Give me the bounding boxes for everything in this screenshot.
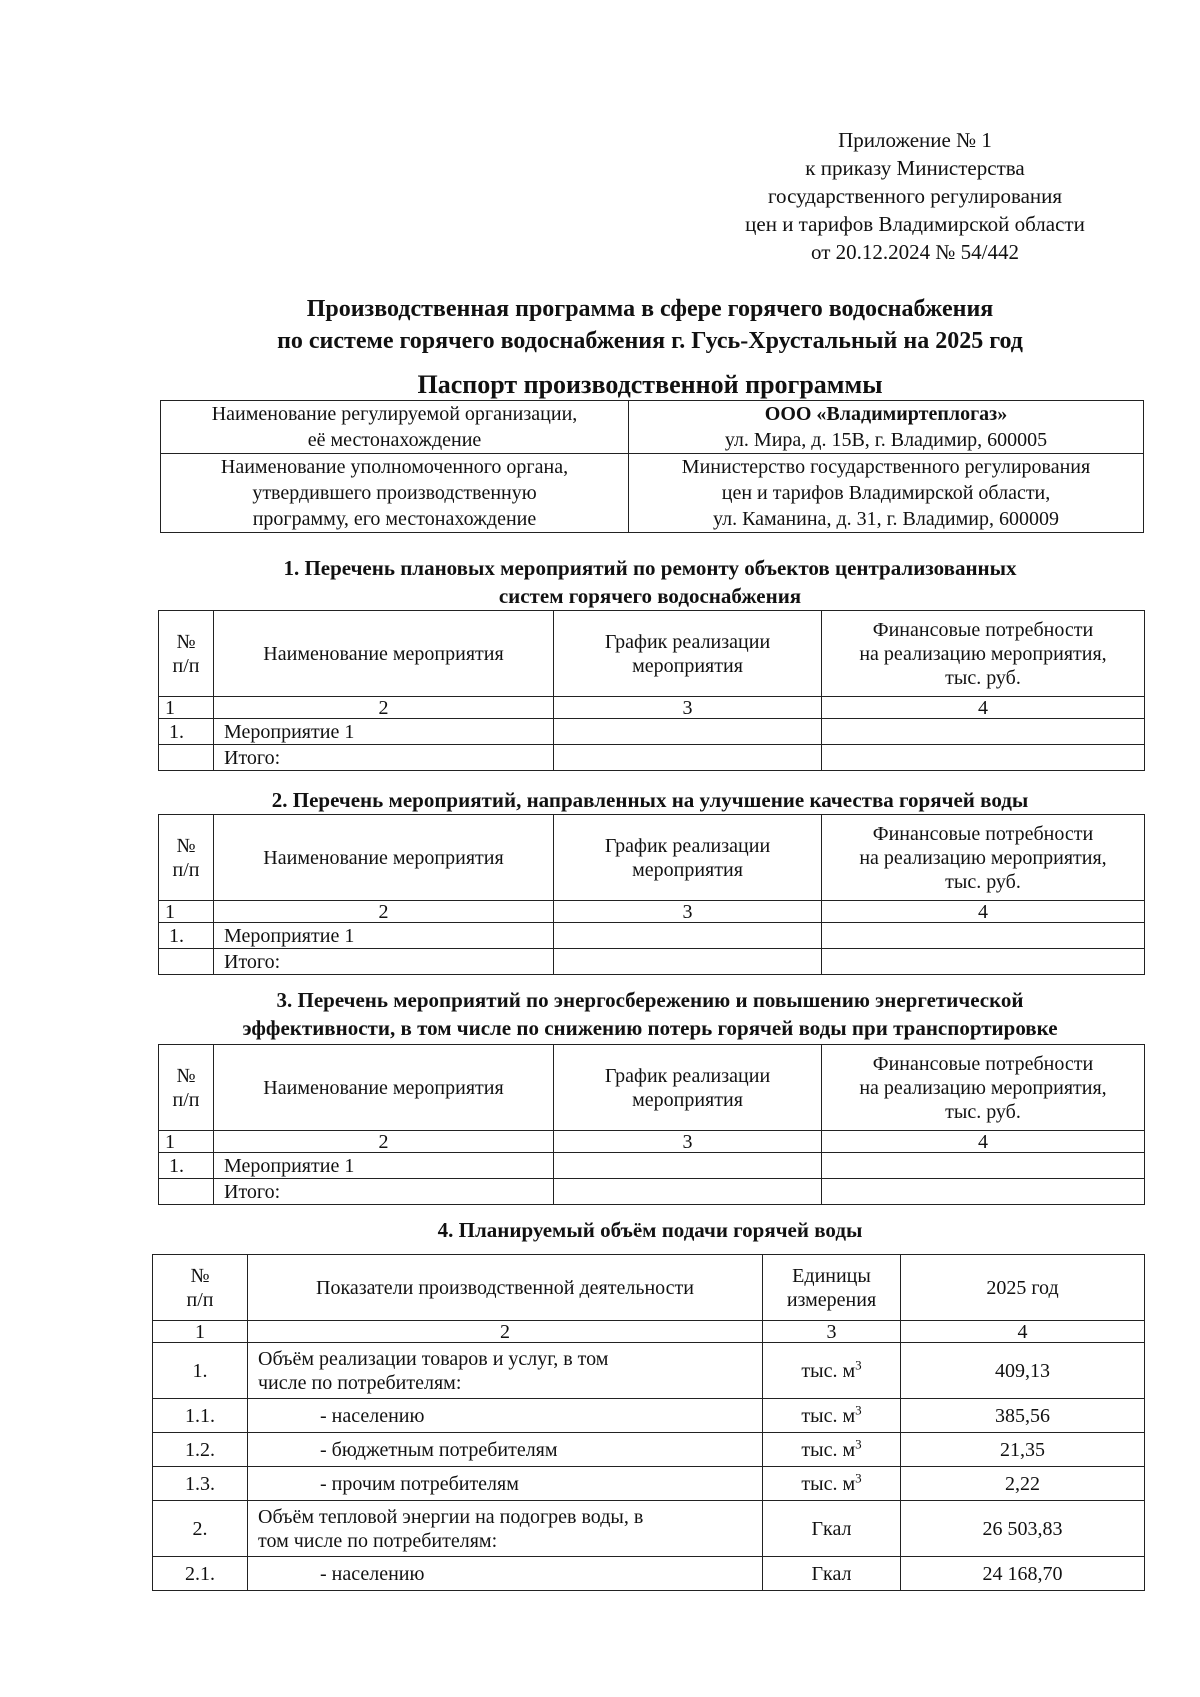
table-cell: [554, 1179, 822, 1205]
header-cell: [763, 1255, 901, 1321]
value-cell: 21,35: [901, 1433, 1145, 1467]
header-cell: [159, 815, 214, 901]
total-label: Итого:: [214, 1179, 554, 1205]
column-number-row: [159, 1131, 1145, 1153]
cell-text: Наименование регулируемой организации,: [211, 403, 578, 425]
cell-text: п/п: [186, 1288, 214, 1311]
section-3-title: [150, 986, 1150, 1042]
cell-text: на реализацию мероприятия,: [859, 1076, 1107, 1099]
header-cell: Наименование мероприятия: [214, 611, 554, 697]
column-number: 2: [248, 1321, 763, 1343]
unit-text: тыс. м: [801, 1404, 856, 1427]
table-cell: [554, 745, 822, 771]
cell-text: п/п: [172, 654, 200, 677]
table-cell: [159, 949, 214, 975]
cell-text: Финансовые потребности: [872, 618, 1094, 641]
appendix-line: от 20.12.2024 № 54/442: [810, 240, 1020, 264]
column-number: 1: [159, 697, 214, 719]
cell-text: тыс. руб.: [945, 870, 1021, 893]
section-title-line: 2. Перечень мероприятий, направленных на улучшение качества горячей воды: [271, 788, 1029, 812]
column-number: 4: [822, 1131, 1145, 1153]
indicator-name: - населению: [248, 1399, 763, 1433]
appendix-header: [680, 126, 1150, 266]
appendix-line: Приложение № 1: [838, 128, 992, 152]
header-cell: Показатели производственной деятельности: [248, 1255, 763, 1321]
unit-cell: [763, 1433, 901, 1467]
indicator-name: [248, 1501, 763, 1557]
table-cell: [822, 719, 1145, 745]
header-cell: [554, 815, 822, 901]
section-3-table: [158, 1044, 1145, 1205]
table-row: [153, 1557, 1145, 1591]
row-number: 2.1.: [153, 1557, 248, 1591]
cell-text: Объём тепловой энергии на подогрев воды, в: [258, 1505, 644, 1528]
table-cell: [822, 923, 1145, 949]
cell-text: тыс. руб.: [945, 1100, 1021, 1123]
table-cell: [629, 454, 1144, 533]
total-label: Итого:: [214, 745, 554, 771]
column-number: 4: [822, 901, 1145, 923]
table-row: [159, 923, 1145, 949]
table-row: [153, 1501, 1145, 1557]
cell-text: Единицы: [792, 1264, 871, 1287]
column-number: 2: [214, 901, 554, 923]
header-cell: [153, 1255, 248, 1321]
cell-text: её местонахождение: [307, 429, 482, 451]
row-number: 1.: [159, 1153, 214, 1179]
cell-text: №: [176, 834, 196, 857]
passport-table: [160, 400, 1144, 533]
table-cell: [822, 949, 1145, 975]
table-cell: [554, 1153, 822, 1179]
table-row: [153, 1467, 1145, 1501]
row-number: 1.3.: [153, 1467, 248, 1501]
cell-text: Финансовые потребности: [872, 822, 1094, 845]
unit-superscript: 3: [855, 1401, 862, 1417]
unit-cell: Гкал: [763, 1557, 901, 1591]
header-cell: [822, 1045, 1145, 1131]
appendix-line: государственного регулирования: [767, 184, 1063, 208]
cell-text: Наименование уполномоченного органа,: [220, 456, 569, 478]
header-cell: [822, 611, 1145, 697]
column-number: 1: [153, 1321, 248, 1343]
unit-cell: [763, 1467, 901, 1501]
unit-superscript: 3: [855, 1435, 862, 1451]
unit-text: тыс. м: [801, 1438, 856, 1461]
row-number: 1.: [159, 719, 214, 745]
table-row: [159, 745, 1145, 771]
table-row: [159, 1153, 1145, 1179]
table-row: [161, 401, 1144, 454]
organization-address: ул. Мира, д. 15В, г. Владимир, 600005: [724, 429, 1048, 451]
header-cell: [159, 611, 214, 697]
cell-text: на реализацию мероприятия,: [859, 642, 1107, 665]
cell-text: мероприятия: [632, 654, 743, 677]
column-number: 1: [159, 901, 214, 923]
table-cell: [554, 949, 822, 975]
section-title-line: 1. Перечень плановых мероприятий по ремонту объектов централизованных: [283, 556, 1017, 580]
unit-text: тыс. м: [801, 1472, 856, 1495]
total-label: Итого:: [214, 949, 554, 975]
column-number: 3: [554, 901, 822, 923]
table-header-row: [153, 1255, 1145, 1321]
event-name: Мероприятие 1: [214, 719, 554, 745]
indicator-name: - бюджетным потребителям: [248, 1433, 763, 1467]
column-number: 4: [901, 1321, 1145, 1343]
table-header-row: [159, 815, 1145, 901]
table-row: [153, 1433, 1145, 1467]
section-1-title: [150, 554, 1150, 610]
table-row: [161, 454, 1144, 533]
authority-name: цен и тарифов Владимирской области,: [721, 482, 1051, 504]
cell-text: п/п: [172, 1088, 200, 1111]
document-title-line-2: по системе горячего водоснабжения г. Гусь-Хрустальный на 2025 год: [277, 328, 1023, 354]
cell-text: программу, его местонахождение: [252, 508, 537, 530]
value-cell: 385,56: [901, 1399, 1145, 1433]
cell-text: №: [190, 1264, 210, 1287]
cell-text: График реализации: [604, 630, 771, 653]
event-name: Мероприятие 1: [214, 923, 554, 949]
header-cell: [159, 1045, 214, 1131]
unit-superscript: 3: [855, 1469, 862, 1485]
cell-text: том числе по потребителям:: [258, 1529, 498, 1552]
column-number-row: [159, 697, 1145, 719]
unit-superscript: 3: [855, 1356, 862, 1372]
row-number: 1.2.: [153, 1433, 248, 1467]
value-cell: 24 168,70: [901, 1557, 1145, 1591]
table-row: [153, 1399, 1145, 1433]
authority-name: Министерство государственного регулирования: [681, 456, 1091, 478]
table-cell: [822, 1153, 1145, 1179]
cell-text: №: [176, 1064, 196, 1087]
column-number: 2: [214, 697, 554, 719]
cell-text: График реализации: [604, 1064, 771, 1087]
authority-address: ул. Каманина, д. 31, г. Владимир, 600009: [713, 508, 1059, 530]
table-row: [159, 1179, 1145, 1205]
row-number: 1.1.: [153, 1399, 248, 1433]
section-title-line: эффективности, в том числе по снижению потерь горячей воды при транспортировке: [242, 1016, 1058, 1040]
table-row: [153, 1343, 1145, 1399]
indicator-name: - населению: [248, 1557, 763, 1591]
column-number: 3: [554, 697, 822, 719]
cell-text: Финансовые потребности: [872, 1052, 1094, 1075]
column-number: 4: [822, 697, 1145, 719]
cell-text: мероприятия: [632, 858, 743, 881]
organization-name: ООО «Владимиртеплогаз»: [764, 403, 1008, 425]
column-number: 1: [159, 1131, 214, 1153]
cell-text: п/п: [172, 858, 200, 881]
table-cell: [161, 454, 629, 533]
appendix-line: к приказу Министерства: [805, 156, 1025, 180]
table-cell: [822, 1179, 1145, 1205]
section-title-line: 3. Перечень мероприятий по энергосбережению и повышению энергетической: [276, 988, 1024, 1012]
unit-cell: [763, 1399, 901, 1433]
header-cell: [554, 611, 822, 697]
cell-text: Объём реализации товаров и услуг, в том: [258, 1347, 609, 1370]
section-4-table: [152, 1254, 1145, 1591]
unit-text: тыс. м: [801, 1359, 856, 1382]
header-cell: Наименование мероприятия: [214, 1045, 554, 1131]
unit-cell: Гкал: [763, 1501, 901, 1557]
event-name: Мероприятие 1: [214, 1153, 554, 1179]
cell-text: тыс. руб.: [945, 666, 1021, 689]
header-cell: Наименование мероприятия: [214, 815, 554, 901]
value-cell: 2,22: [901, 1467, 1145, 1501]
table-cell: [554, 719, 822, 745]
passport-title: Паспорт производственной программы: [417, 370, 883, 399]
header-cell: [822, 815, 1145, 901]
section-title-line: систем горячего водоснабжения: [498, 584, 802, 608]
appendix-line: цен и тарифов Владимирской области: [745, 212, 1085, 236]
row-number: 2.: [153, 1501, 248, 1557]
table-header-row: [159, 1045, 1145, 1131]
row-number: 1.: [153, 1343, 248, 1399]
cell-text: числе по потребителям:: [258, 1371, 462, 1394]
unit-cell: [763, 1343, 901, 1399]
cell-text: мероприятия: [632, 1088, 743, 1111]
column-number: 3: [763, 1321, 901, 1343]
section-1-table: [158, 610, 1145, 771]
document-title-line-1: Производственная программа в сфере горячего водоснабжения: [306, 296, 994, 322]
table-cell: [629, 401, 1144, 454]
table-cell: [159, 745, 214, 771]
column-number: 2: [214, 1131, 554, 1153]
column-number-row: [159, 901, 1145, 923]
column-number: 3: [554, 1131, 822, 1153]
cell-text: на реализацию мероприятия,: [859, 846, 1107, 869]
header-cell: 2025 год: [901, 1255, 1145, 1321]
column-number-row: [153, 1321, 1145, 1343]
table-cell: [159, 1179, 214, 1205]
table-row: [159, 719, 1145, 745]
table-cell: [822, 745, 1145, 771]
section-4-title: 4. Планируемый объём подачи горячей воды: [437, 1218, 863, 1242]
table-row: [159, 949, 1145, 975]
table-cell: [161, 401, 629, 454]
table-cell: [554, 923, 822, 949]
cell-text: №: [176, 630, 196, 653]
section-2-table: [158, 814, 1145, 975]
row-number: 1.: [159, 923, 214, 949]
indicator-name: [248, 1343, 763, 1399]
header-cell: [554, 1045, 822, 1131]
section-2-title: [150, 786, 1150, 814]
cell-text: График реализации: [604, 834, 771, 857]
value-cell: 26 503,83: [901, 1501, 1145, 1557]
cell-text: утвердившего производственную: [252, 482, 537, 504]
value-cell: 409,13: [901, 1343, 1145, 1399]
indicator-name: - прочим потребителям: [248, 1467, 763, 1501]
table-header-row: [159, 611, 1145, 697]
cell-text: измерения: [786, 1288, 877, 1311]
